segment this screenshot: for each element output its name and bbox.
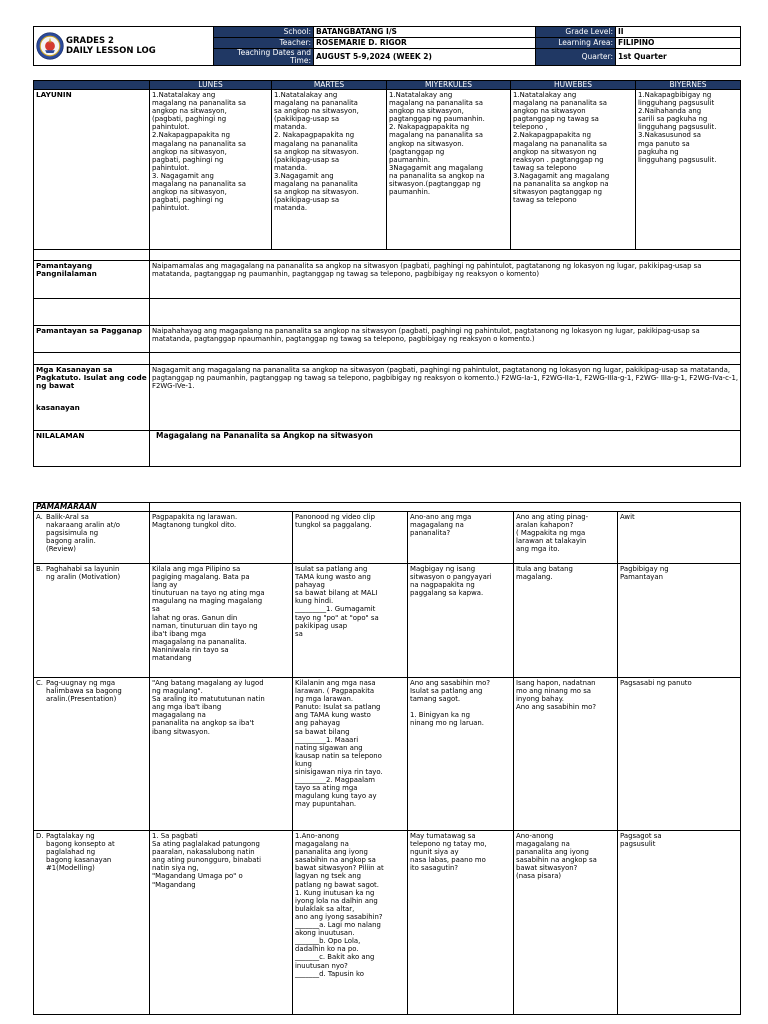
day-thursday: HUWEBES bbox=[511, 81, 636, 90]
layunin-thursday: 1.Natatalakay ang magalang na pananalita sa angkop na sitwasyon pagtanggap ng tawag sa telepono , 2.Nakapagpapakita ng magalang na pananalita sa angkop na sitwasyon ng reaksyon . pagtanggap ng tawag sa telepono 3.Nagagamit ang magalang na pananalita sa angkop na sitwasyon pagtanggap ng tawag sa telepono bbox=[511, 90, 636, 250]
objectives-table bbox=[33, 80, 741, 467]
step-a-wednesday: Ano-ano ang mga magagalang na pananalita? bbox=[408, 512, 514, 564]
nilalaman-row bbox=[34, 431, 741, 467]
mga-kasanayan-label-cell bbox=[34, 365, 150, 431]
school-value: BATANGBATANG I/S bbox=[314, 27, 536, 38]
step-c-tuesday: Kilalanin ang mga nasa larawan. ( Pagpapakita ng mga larawan. Panuto: Isulat sa patlang ang TAMA kung wasto ang pahayag sa bawat bilang _________1. Maaari nating sigawan ang kausap natin sa telepono kung sinisigawan niya rin tayo. _________2. Magpaalam tayo sa ating mga magulang kung tayo ay may pupuntahan. bbox=[293, 678, 408, 831]
step-c-letter: C. bbox=[36, 679, 44, 687]
step-c-thursday: Isang hapon, nadatnan mo ang ninang mo sa inyong bahay. Ano ang sasabihin mo? bbox=[514, 678, 618, 831]
layunin-monday: 1.Natatalakay ang magalang na pananalita sa angkop na sitwasyon, (pagbati, paghingi ng pahintulot. 2.Nakapagpapakita ng magalang na pananalita sa angkop na sitwasyon, pagbati, paghingi ng pahintulot. 3. Nagagamit ang magalang na pananalita sa angkop na sitwasyon, pagbati, paghingi ng pahintulot. bbox=[150, 90, 272, 250]
area-label: Learning Area: bbox=[536, 38, 616, 49]
quarter-label: Quarter: bbox=[536, 49, 616, 66]
pamantayang-pangnilalaman-text: Naipamamalas ang magagalang na pananalita sa angkop na sitwasyon (pagbati, paghingi ng pahintulot, pagtatanong ng lokasyon ng lugar, pakikipag-usap sa matatanda, pagtanggap ng paumanhin, pagtanggap ng tawag sa telepono, pagbibigay ng reaksyon o komento) bbox=[150, 261, 741, 299]
layunin-row bbox=[34, 90, 741, 250]
step-d-wednesday: May tumatawag sa telepono ng tatay mo, ngunit siya ay nasa labas, paano mo ito sasagutin? bbox=[408, 831, 514, 1015]
pamantayan-sa-pagganap-label: Pamantayan sa Pagganap bbox=[34, 326, 150, 353]
mga-kasanayan-row bbox=[34, 365, 741, 431]
step-a-label: Balik-Aral sa nakaraang aralin at/o pagsisimula ng bagong aralin. (Review) bbox=[46, 513, 121, 554]
pamamaraan-label: PAMAMARAAN bbox=[34, 503, 150, 512]
mga-kasanayan-label-2: kasanayan bbox=[36, 403, 80, 413]
header-table bbox=[33, 26, 741, 66]
dates-value: AUGUST 5-9,2024 (WEEK 2) bbox=[314, 49, 536, 66]
pamamaraan-row-a bbox=[34, 512, 741, 564]
step-c-wednesday: Ano ang sasabihin mo? Isulat sa patlang ang tamang sagot. 1. Binigyan ka ng ninang mo ng laruan. bbox=[408, 678, 514, 831]
title-line-1: GRADES 2 bbox=[66, 36, 114, 46]
layunin-label: LAYUNIN bbox=[34, 90, 150, 250]
nilalaman-label: NILALAMAN bbox=[34, 431, 150, 467]
pamamaraan-header-row bbox=[34, 503, 741, 512]
step-a-letter: A. bbox=[36, 513, 43, 521]
layunin-friday: 1.Nakapagbibigay ng lingguhang pagsusulit 2.Naihahanda ang sarili sa pagkuha ng lingguhang pagsusulit. 3.Nakasusunod sa mga panuto sa pagkuha ng lingguhang pagsusulit. bbox=[636, 90, 741, 250]
step-b-monday: Kilala ang mga Pilipino sa pagiging magalang. Bata pa lang ay tinuturuan na tayo ng ating mga magulang na maging magalang sa lahat ng oras. Ganun din naman, tinuturuan din tayo ng iba't ibang mga magagalang na pananalita. Naniniwala rin tayo sa matandang bbox=[150, 564, 293, 678]
dates-label: Teaching Dates and Time: bbox=[214, 49, 314, 66]
step-a-friday: Awit bbox=[618, 512, 741, 564]
step-d-monday: 1. Sa pagbati Sa ating paglalakad patungong paaralan, nakasalubong natin ang ating punongguro, binabati natin siya ng, "Magandang Umaga po" o "Magandang bbox=[150, 831, 293, 1015]
step-b-tuesday: Isulat sa patlang ang TAMA kung wasto ang pahayag sa bawat bilang at MALI kung hindi. _________1. Gumagamit tayo ng "po" at "opo" sa pakikipag usap sa bbox=[293, 564, 408, 678]
area-value: FILIPINO bbox=[616, 38, 741, 49]
pamamaraan-header-blank bbox=[150, 503, 741, 512]
step-d-tuesday: 1.Ano-anong magagalang na pananalita ang iyong sasabihin na angkop sa bawat sitwasyon? Piliin at lagyan ng tsek ang patlang ng bawat sagot. 1. Kung inutusan ka ng iyong lola na dalhin ang bulaklak sa altar, ano ang iyong sasabihin? _______a. Lagi mo nalang akong inuutusan. _______b. Opo Lola, dadalhin ko na po. _______c. Bakit ako ang inuutusan nyo? _______d. Tapusin ko bbox=[293, 831, 408, 1015]
spacer-row-1 bbox=[34, 250, 741, 261]
pamamaraan-table bbox=[33, 502, 741, 1015]
spacer-row-3 bbox=[34, 353, 741, 365]
mga-kasanayan-label: Mga Kasanayan sa Pagkatuto. Isulat ang code ng bawat bbox=[36, 365, 147, 391]
pamamaraan-row-c bbox=[34, 678, 741, 831]
quarter-value: 1st Quarter bbox=[616, 49, 741, 66]
step-c-friday: Pagsasabi ng panuto bbox=[618, 678, 741, 831]
step-a-tuesday: Panonood ng video clip tungkol sa paggalang. bbox=[293, 512, 408, 564]
step-c-label-cell bbox=[34, 678, 150, 831]
pamantayang-pangnilalaman-row bbox=[34, 261, 741, 299]
step-a-monday: Pagpapakita ng larawan. Magtanong tungkol dito. bbox=[150, 512, 293, 564]
day-friday: BIYERNES bbox=[636, 81, 741, 90]
teacher-value: ROSEMARIE D. RIGOR bbox=[314, 38, 536, 49]
lesson-log-header bbox=[33, 26, 740, 66]
pamantayang-pangnilalaman-label: Pamantayang Pangnilalaman bbox=[34, 261, 150, 299]
nilalaman-text: Magagalang na Pananalita sa Angkop na sitwasyon bbox=[150, 431, 741, 467]
spacer-row-2 bbox=[34, 299, 741, 326]
day-header-blank bbox=[34, 81, 150, 90]
step-a-label-cell bbox=[34, 512, 150, 564]
deped-seal-icon bbox=[36, 32, 64, 60]
step-d-thursday: Ano-anong magagalang na pananalita ang iyong sasabihin na angkop sa bawat sitwasyon? (nasa pisara) bbox=[514, 831, 618, 1015]
step-d-label-cell bbox=[34, 831, 150, 1015]
step-c-label: Pag-uugnay ng mga halimbawa sa bagong aralin.(Presentation) bbox=[46, 679, 122, 704]
step-b-friday: Pagbibigay ng Pamantayan bbox=[618, 564, 741, 678]
step-d-friday: Pagsagot sa pagsusulit bbox=[618, 831, 741, 1015]
layunin-wednesday: 1.Natatalakay ang magalang na pananalita sa angkop na sitwasyon, pagtanggap ng paumanhin. 2. Nakapagpapakita ng magalang na pananalita sa angkop na sitwasyon. (pagtanggap ng paumanhin. 3Nagagamit ang magalang na pananalita sa angkop na sitwasyon.(pagtanggap ng paumanhin. bbox=[387, 90, 511, 250]
grade-label: Grade Level: bbox=[536, 27, 616, 38]
logo-title-cell bbox=[34, 27, 214, 66]
pamantayan-sa-pagganap-row bbox=[34, 326, 741, 353]
school-label: School: bbox=[214, 27, 314, 38]
pamamaraan-row-d bbox=[34, 831, 741, 1015]
day-wednesday: MIYERKULES bbox=[387, 81, 511, 90]
mga-kasanayan-text: Nagagamit ang magagalang na pananalita sa angkop na sitwasyon (pagbati, paghingi ng pahintulot, pagtatanong ng lokasyon ng lugar, pakikipag-usap sa matatanda, pagtanggap ng paumanhin, pagtanggap ng tawag sa telepono, pagbibigay ng reaksyon o komento.) F2WG-Ia-1, F2WG-IIa-1, F2WG-IIIa-g-1, F2WG- IIIa-g-1, F2WG-IVa-c-1, F2WG-IVe-1. bbox=[150, 365, 741, 431]
pamamaraan-row-b bbox=[34, 564, 741, 678]
layunin-tuesday: 1.Natatalakay ang magalang na pananalita sa angkop na sitwasyon, (pakikipag-usap sa matanda. 2. Nakapagpapakita ng magalang na pananalita sa angkop na sitwasyon. (pakikipag-usap sa matanda. 3.Nagagamit ang magalang na pananalita sa angkop na sitwasyon. (pakikipag-usap sa matanda. bbox=[272, 90, 387, 250]
step-b-letter: B. bbox=[36, 565, 43, 573]
teacher-label: Teacher: bbox=[214, 38, 314, 49]
step-d-letter: D. bbox=[36, 832, 44, 840]
step-a-thursday: Ano ang ating pinag- aralan kahapon? ( Magpakita ng mga larawan at talakayin ang mga ito. bbox=[514, 512, 618, 564]
grade-value: II bbox=[616, 27, 741, 38]
pamantayan-sa-pagganap-text: Naipahahayag ang magagalang na pananalita sa angkop na sitwasyon (pagbati, paghingi ng pahintulot, pagtatanong ng lokasyon ng lugar, pakikipag-usap sa matatanda, pagtanggap npaumanhin, pagtanggap ng tawag sa telepono, pagbibigay ng reaksyon o komento.) bbox=[150, 326, 741, 353]
step-d-label: Pagtalakay ng bagong konsepto at paglalahad ng bagong kasanayan #1(Modelling) bbox=[46, 832, 115, 873]
step-b-label: Paghahabi sa layunin ng aralin (Motivation) bbox=[46, 565, 121, 582]
step-b-label-cell bbox=[34, 564, 150, 678]
day-header-row bbox=[34, 81, 741, 90]
step-b-wednesday: Magbigay ng isang sitwasyon o pangyayari na nagpapakita ng paggalang sa kapwa. bbox=[408, 564, 514, 678]
day-tuesday: MARTES bbox=[272, 81, 387, 90]
title-line-2: DAILY LESSON LOG bbox=[66, 46, 156, 56]
step-b-thursday: Itula ang batang magalang. bbox=[514, 564, 618, 678]
step-c-monday: "Ang batang magalang ay lugod ng magulang". Sa araling ito matututunan natin ang mga iba't ibang magagalang na pananalita na angkop sa iba't ibang sitwasyon. bbox=[150, 678, 293, 831]
day-monday: LUNES bbox=[150, 81, 272, 90]
